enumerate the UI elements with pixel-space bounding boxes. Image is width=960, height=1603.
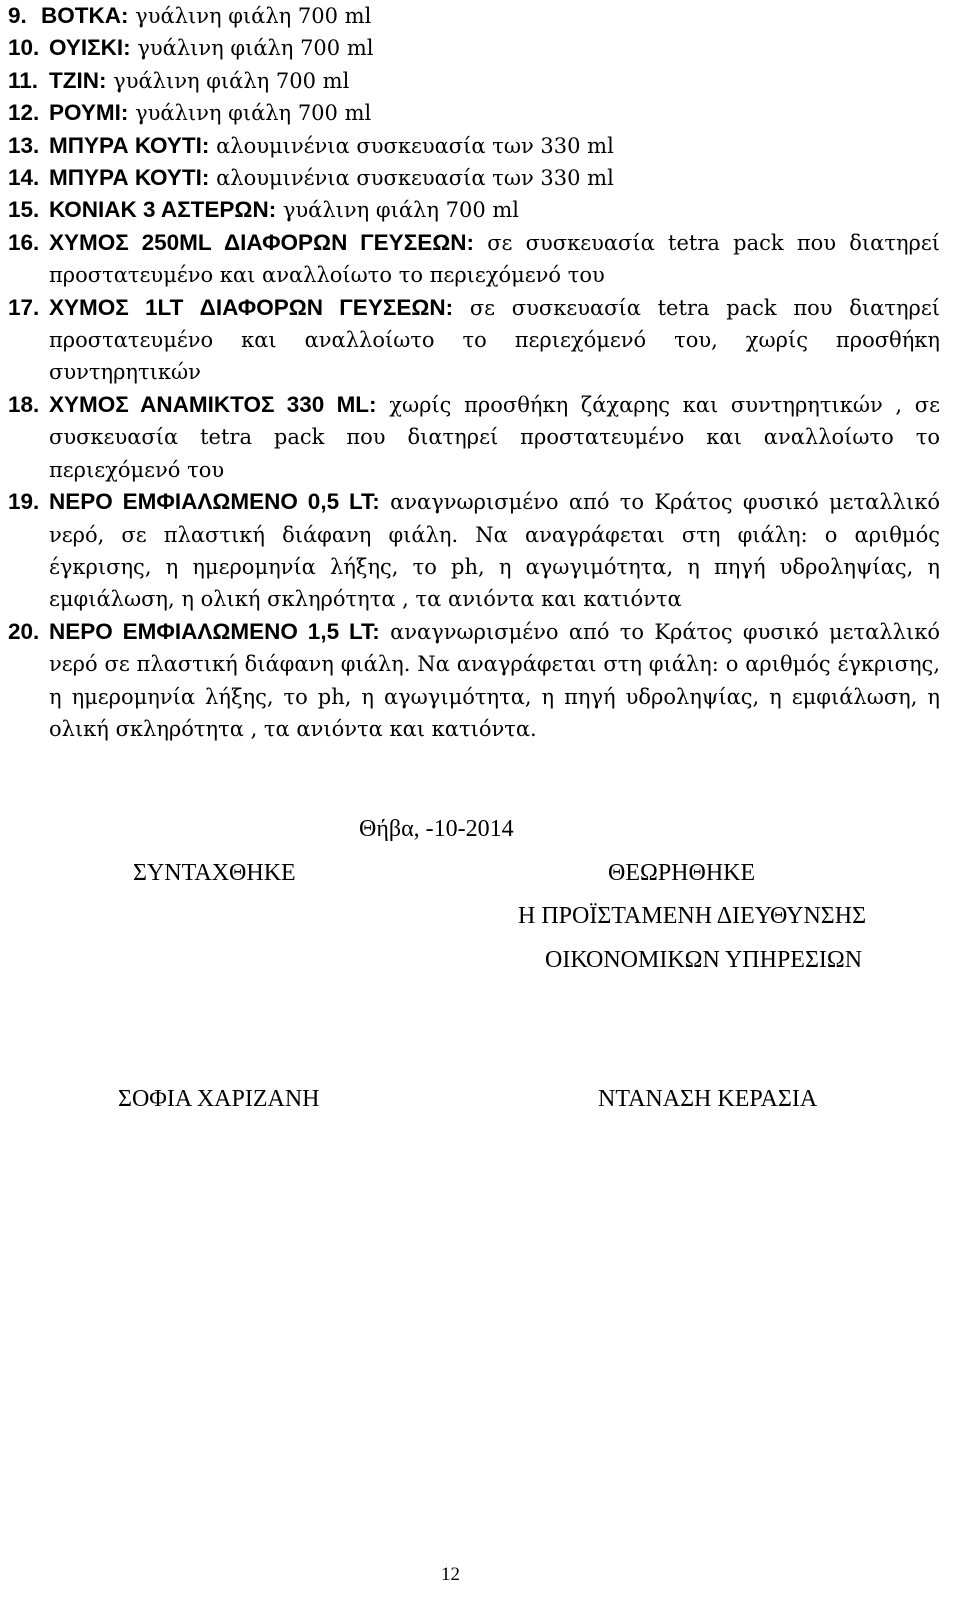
item-description: αλουμινένια συσκευασία των 330 ml (209, 166, 614, 191)
list-item (8, 292, 940, 389)
item-number: 9. (8, 3, 27, 28)
approver-department: ΟΙΚΟΝΟΜΙΚΩΝ ΥΠΗΡΕΣΙΩΝ (545, 947, 863, 973)
item-number: 20. (8, 618, 40, 644)
item-description: χωρίς προσθήκη ζάχαρης και συντηρητικών , σε συσκευασία tetra pack που διατηρεί προστατευμένο και αναλλοίωτο το περιεχόμενό του (49, 392, 941, 482)
item-heading: ΝΕΡΟ ΕΜΦΙΑΛΩΜΕΝΟ 1,5 LT: (49, 618, 380, 644)
item-number: 11. (8, 67, 39, 93)
list-item (8, 32, 940, 64)
approver-name: ΝΤΑΝΑΣΗ ΚΕΡΑΣΙΑ (598, 1086, 818, 1112)
item-heading: ΧΥΜΟΣ 250ML ΔΙΑΦΟΡΩΝ ΓΕΥΣΕΩΝ: (49, 229, 474, 255)
item-number: 13. (8, 132, 40, 158)
item-list (8, 0, 940, 745)
item-description: γυάλινη φιάλη 700 ml (128, 4, 372, 28)
item-number: 18. (8, 391, 40, 417)
list-item (8, 227, 940, 292)
item-number: 16. (8, 229, 40, 255)
item-heading: ΧΥΜΟΣ ΑΝΑΜΙΚΤΟΣ 330 ML: (49, 391, 377, 417)
item-heading: ΡΟΥΜΙ: (49, 100, 129, 126)
item-description: αλουμινένια συσκευασία των 330 ml (209, 133, 614, 158)
list-item (8, 194, 940, 226)
item-description: αναγνωρισμένο από το Κράτος φυσικό μεταλλικό νερό σε πλαστική διάφανη φιάλη. Να αναγράφεται στη φιάλη: ο αριθμός έγκρισης, η ημερομηνία λήξης, το ph, η αγωγιμότητα, η πηγή υδροληψίας, η εμφιάλωση, η ολική σκληρότητα , τα ανιόντα και κατιόντα. (49, 619, 940, 741)
item-description: γυάλινη φιάλη 700 ml (128, 101, 372, 126)
list-item (8, 97, 940, 129)
page-number: 12 (441, 1564, 460, 1585)
item-heading: ΒΟΤΚΑ: (41, 3, 129, 28)
approved-by-title: ΘΕΩΡΗΘΗΚΕ (608, 860, 756, 886)
approver-role: Η ΠΡΟΪΣΤΑΜΕΝΗ ΔΙΕΥΘΥΝΣΗΣ (518, 903, 867, 929)
item-number: 12. (8, 100, 40, 126)
list-item (8, 389, 940, 486)
item-heading: ΜΠΥΡΑ ΚΟΥΤΙ: (49, 165, 210, 191)
place-date: Θήβα, -10-2014 (359, 816, 514, 842)
item-heading: ΤΖΙΝ: (49, 67, 107, 93)
item-number: 19. (8, 489, 40, 515)
compiler-name: ΣΟΦΙΑ ΧΑΡΙΖΑΝΗ (118, 1086, 320, 1112)
item-description: γυάλινη φιάλη 700 ml (130, 36, 374, 61)
item-description: αναγνωρισμένο από το Κράτος φυσικό μεταλλικό νερό, σε πλαστική διάφανη φιάλη. Να αναγράφεται στη φιάλη: ο αριθμός έγκρισης, η ημερομηνία λήξης, το ph, η αγωγιμότητα, η πηγή υδροληψίας, η εμφιάλωση, η ολική σκληρότητα , τα ανιόντα και κατιόντα (49, 490, 940, 612)
item-number: 17. (8, 294, 40, 320)
item-description: σε συσκευασία tetra pack που διατηρεί προστατευμένο και αναλλοίωτο το περιεχόμενό του, χωρίς προσθήκη συντηρητικών (49, 295, 940, 385)
item-description: γυάλινη φιάλη 700 ml (106, 68, 350, 93)
list-item (8, 162, 940, 194)
item-description: γυάλινη φιάλη 700 ml (276, 198, 519, 223)
item-number: 15. (8, 197, 40, 223)
list-item (8, 486, 940, 616)
compiled-by-title: ΣΥΝΤΑΧΘΗΚΕ (133, 860, 296, 886)
item-number: 10. (8, 35, 40, 61)
item-heading: ΧΥΜΟΣ 1LT ΔΙΑΦΟΡΩΝ ΓΕΥΣΕΩΝ: (49, 294, 454, 320)
list-item (8, 0, 940, 32)
item-number: 14. (8, 165, 40, 191)
list-item (8, 616, 940, 746)
item-heading: ΟΥΙΣΚΙ: (49, 35, 131, 61)
list-item (8, 65, 940, 97)
list-item (8, 130, 940, 162)
item-heading: ΚΟΝΙΑΚ 3 ΑΣΤΕΡΩΝ: (49, 197, 277, 223)
item-heading: ΜΠΥΡΑ ΚΟΥΤΙ: (49, 132, 210, 158)
item-heading: ΝΕΡΟ ΕΜΦΙΑΛΩΜΕΝΟ 0,5 LT: (49, 489, 380, 515)
item-description: σε συσκευασία tetra pack που διατηρεί προστατευμένο και αναλλοίωτο το περιεχόμενό του (49, 230, 940, 288)
